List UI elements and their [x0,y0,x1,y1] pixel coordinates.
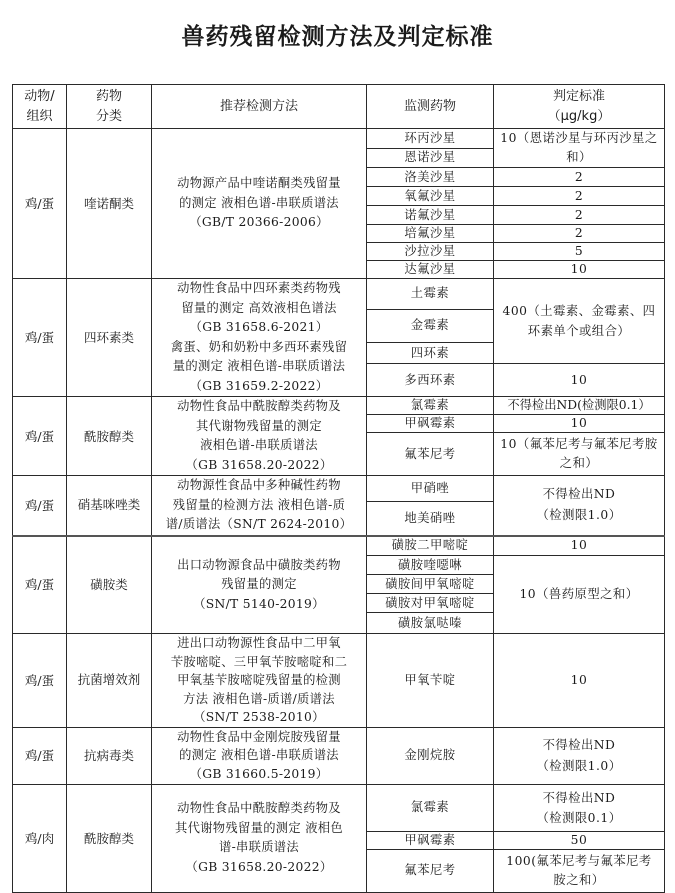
standard-cell: 不得检出ND(检测限0.1） [494,397,665,415]
drug-cell: 洛美沙星 [367,168,494,187]
drug-cell: 金霉素 [367,309,494,343]
drug-cell: 氯霉素 [367,784,494,831]
drug-cell: 沙拉沙星 [367,243,494,261]
animal-cell: 鸡/蛋 [13,634,67,728]
standard-cell: 5 [494,243,665,261]
header-row [13,85,665,129]
standard-cell: 不得检出ND（检测限1.0） [494,727,665,784]
drug-cell: 磺胺氯哒嗪 [367,613,494,634]
standard-cell: 50 [494,831,665,849]
drug-cell: 达氟沙星 [367,261,494,279]
method-cell: 动物源产品中喹诺酮类残留量 的测定 液相色谱-串联质谱法 （GB/T 20366-2006） [152,129,367,279]
class-cell: 抗病毒类 [67,727,152,784]
standard-cell: 10 [494,536,665,556]
drug-cell: 地美硝唑 [367,502,494,536]
standard-cell: 2 [494,187,665,206]
method-cell: 动物性食品中金刚烷胺残留量 的测定 液相色谱-串联质谱法 （GB 31660.5-2019） [152,727,367,784]
drug-cell: 诺氟沙星 [367,206,494,225]
drug-cell: 土霉素 [367,279,494,310]
standard-cell: 10 [494,364,665,397]
drug-cell: 四环素 [367,343,494,364]
animal-cell: 鸡/肉 [13,784,67,892]
animal-cell: 鸡/蛋 [13,397,67,476]
standard-cell: 10（恩诺沙星与环丙沙星之和） [494,129,665,168]
drug-cell: 甲砜霉素 [367,831,494,849]
table-row [13,727,665,784]
drug-cell: 多西环素 [367,364,494,397]
drug-cell: 环丙沙星 [367,129,494,149]
animal-cell: 鸡/蛋 [13,727,67,784]
standard-cell: 2 [494,206,665,225]
drug-cell: 培氟沙星 [367,225,494,243]
drug-cell: 甲硝唑 [367,476,494,502]
class-cell: 酰胺醇类 [67,784,152,892]
method-cell: 出口动物源食品中磺胺类药物 残留量的测定 （SN/T 5140-2019） [152,536,367,634]
class-cell: 抗菌增效剂 [67,634,152,728]
standard-cell: 400（土霉素、金霉素、四环素单个或组合） [494,279,665,364]
standard-cell: 10 [494,415,665,433]
drug-cell: 磺胺对甲氧嘧啶 [367,594,494,613]
header-standard: 判定标准 （μg/kg） [494,85,665,129]
header-animal: 动物/ 组织 [13,85,67,129]
drug-cell: 甲砜霉素 [367,415,494,433]
animal-cell: 鸡/蛋 [13,129,67,279]
header-class: 药物 分类 [67,85,152,129]
class-cell: 四环素类 [67,279,152,397]
method-cell: 动物性食品中酰胺醇类药物及 其代谢物残留量的测定 液相色 谱-串联质谱法 （GB 31658.20-2022） [152,784,367,892]
table-row [13,397,665,415]
header-method: 推荐检测方法 [152,85,367,129]
class-cell: 酰胺醇类 [67,397,152,476]
standard-cell: 10 [494,261,665,279]
standard-cell: 不得检出ND（检测限1.0） [494,476,665,536]
page-title: 兽药残留检测方法及判定标准 [181,23,494,50]
standard-cell: 2 [494,225,665,243]
animal-cell: 鸡/蛋 [13,536,67,634]
table-row [13,536,665,556]
table-row [13,476,665,502]
drug-cell: 磺胺间甲氧嘧啶 [367,575,494,594]
drug-cell: 磺胺喹噁啉 [367,556,494,575]
method-cell: 动物性食品中四环素类药物残 留量的测定 高效液相色谱法 （GB 31658.6-2021） 禽蛋、奶和奶粉中多西环素残留 量的测定 液相色谱-串联质谱法 （GB 31659.2-2022） [152,279,367,397]
standard-cell: 10 [494,634,665,728]
table-row [13,129,665,149]
class-cell: 硝基咪唑类 [67,476,152,536]
standard-cell: 10（兽药原型之和） [494,556,665,634]
table-row [13,784,665,831]
residue-standards-table [12,84,665,893]
standard-cell: 不得检出ND（检测限0.1） [494,784,665,831]
method-cell: 动物性食品中酰胺醇类药物及 其代谢物残留量的测定 液相色谱-串联质谱法 （GB 31658.20-2022） [152,397,367,476]
class-cell: 喹诺酮类 [67,129,152,279]
animal-cell: 鸡/蛋 [13,476,67,536]
standard-cell: 2 [494,168,665,187]
table-row [13,279,665,310]
drug-cell: 氧氟沙星 [367,187,494,206]
method-cell: 动物源性食品中多种碱性药物 残留量的检测方法 液相色谱-质 谱/质谱法（SN/T 2624-2010） [152,476,367,536]
standard-cell: 10（氟苯尼考与氟苯尼考胺之和） [494,433,665,476]
drug-cell: 甲氧苄啶 [367,634,494,728]
method-cell: 进出口动物源性食品中二甲氧 苄胺嘧啶、三甲氧苄胺嘧啶和二 甲氧基苄胺嘧啶残留量的检测 方法 液相色谱-质谱/质谱法 （SN/T 2538-2010） [152,634,367,728]
standard-cell: 100(氟苯尼考与氟苯尼考胺之和） [494,849,665,892]
drug-cell: 氯霉素 [367,397,494,415]
drug-cell: 氟苯尼考 [367,849,494,892]
drug-cell: 恩诺沙星 [367,148,494,168]
header-drug: 监测药物 [367,85,494,129]
animal-cell: 鸡/蛋 [13,279,67,397]
drug-cell: 金刚烷胺 [367,727,494,784]
table-row [13,634,665,728]
class-cell: 磺胺类 [67,536,152,634]
drug-cell: 氟苯尼考 [367,433,494,476]
drug-cell: 磺胺二甲嘧啶 [367,536,494,556]
